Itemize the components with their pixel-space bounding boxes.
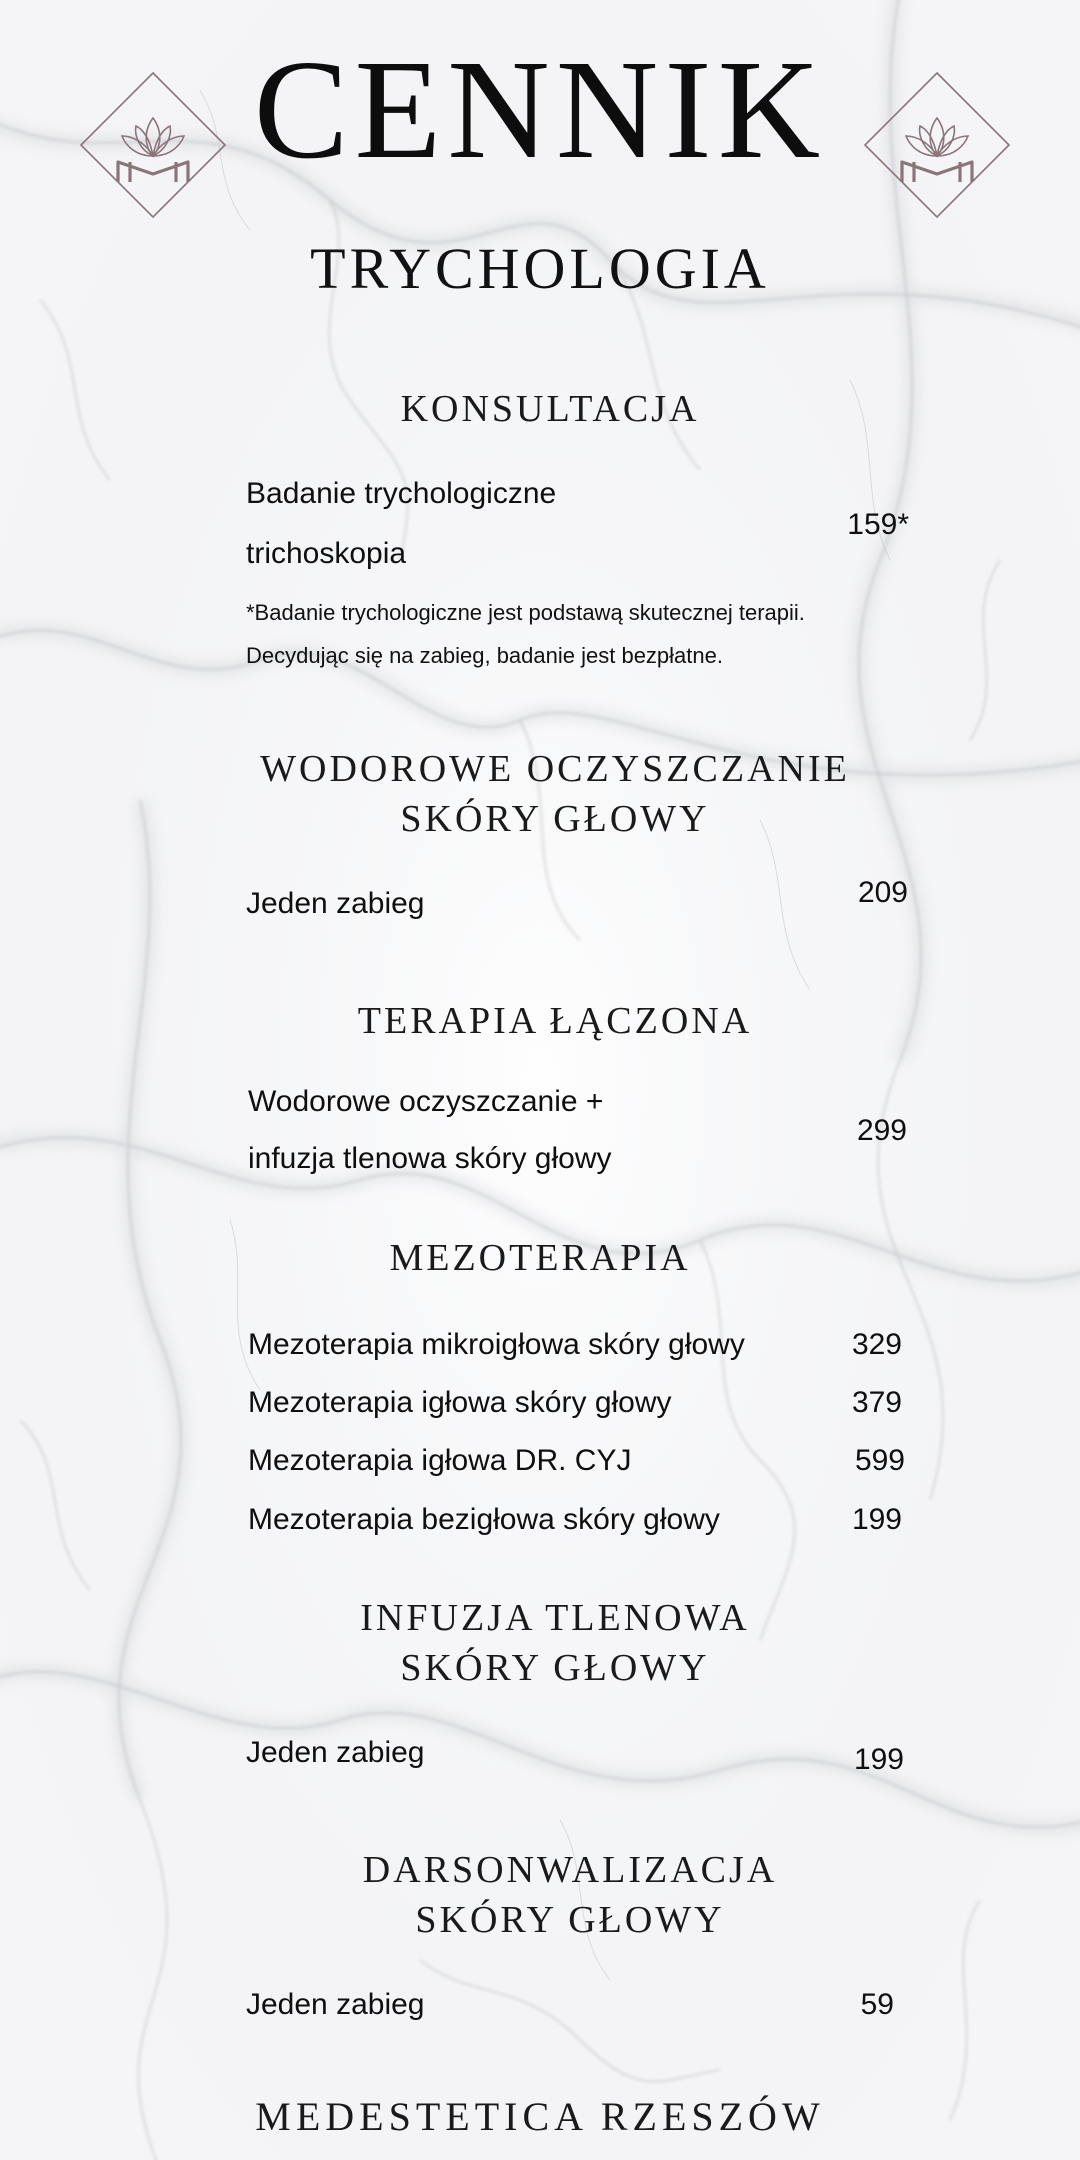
list-item-mezo-3: Mezoterapia igłowa DR. CYJ	[248, 1444, 632, 1477]
section-heading-wodorowe-line2: SKÓRY GŁOWY	[400, 798, 710, 840]
footer-brand: MEDESTETICA RZESZÓW	[255, 2094, 825, 2139]
item-badanie-line2: trichoskopia	[246, 537, 407, 570]
note-line1: *Badanie trychologiczne jest podstawą skutecznej terapii.	[246, 600, 805, 625]
price-badanie: 159*	[847, 508, 909, 541]
list-item-mezo-1: Mezoterapia mikroigłowa skóry głowy	[248, 1328, 745, 1361]
section-heading-infuzja-line1: INFUZJA TLENOWA	[360, 1597, 750, 1639]
price-darsonwalizacja: 59	[860, 1988, 894, 2021]
section-heading-konsultacja: KONSULTACJA	[400, 388, 700, 430]
section-heading-wodorowe-line1: WODOROWE OCZYSZCZANIE	[260, 748, 850, 790]
item-darsonwalizacja: Jeden zabieg	[246, 1988, 425, 2021]
price-terapia: 299	[856, 1114, 907, 1147]
list-item-mezo-2: Mezoterapia igłowa skóry głowy	[248, 1386, 672, 1419]
item-badanie-line1: Badanie trychologiczne	[246, 477, 557, 510]
price-infuzja: 199	[853, 1743, 904, 1776]
item-terapia-line1: Wodorowe oczyszczanie +	[248, 1085, 604, 1118]
item-terapia-line2: infuzja tlenowa skóry głowy	[248, 1142, 612, 1175]
price-wodorowe: 209	[857, 876, 908, 909]
section-heading-terapia: TERAPIA ŁĄCZONA	[357, 1000, 753, 1042]
section-heading-darsonwalizacja-line1: DARSONWALIZACJA	[362, 1849, 778, 1891]
price-mezo-3: 599	[854, 1444, 905, 1477]
section-heading-infuzja-line2: SKÓRY GŁOWY	[400, 1647, 710, 1689]
page-title: CENNIK	[253, 30, 827, 188]
price-mezo-1: 329	[851, 1328, 902, 1361]
item-infuzja: Jeden zabieg	[246, 1736, 425, 1769]
list-item-mezo-4: Mezoterapia bezigłowa skóry głowy	[248, 1503, 720, 1536]
item-wodorowe: Jeden zabieg	[246, 887, 425, 920]
section-heading-mezoterapia: MEZOTERAPIA	[389, 1237, 691, 1279]
section-heading-darsonwalizacja-line2: SKÓRY GŁOWY	[415, 1899, 725, 1941]
page-subtitle: TRYCHOLOGIA	[310, 236, 770, 301]
price-mezo-4: 199	[851, 1503, 902, 1536]
price-mezo-2: 379	[851, 1386, 902, 1419]
note-line2: Decydując się na zabieg, badanie jest bezpłatne.	[246, 643, 723, 668]
